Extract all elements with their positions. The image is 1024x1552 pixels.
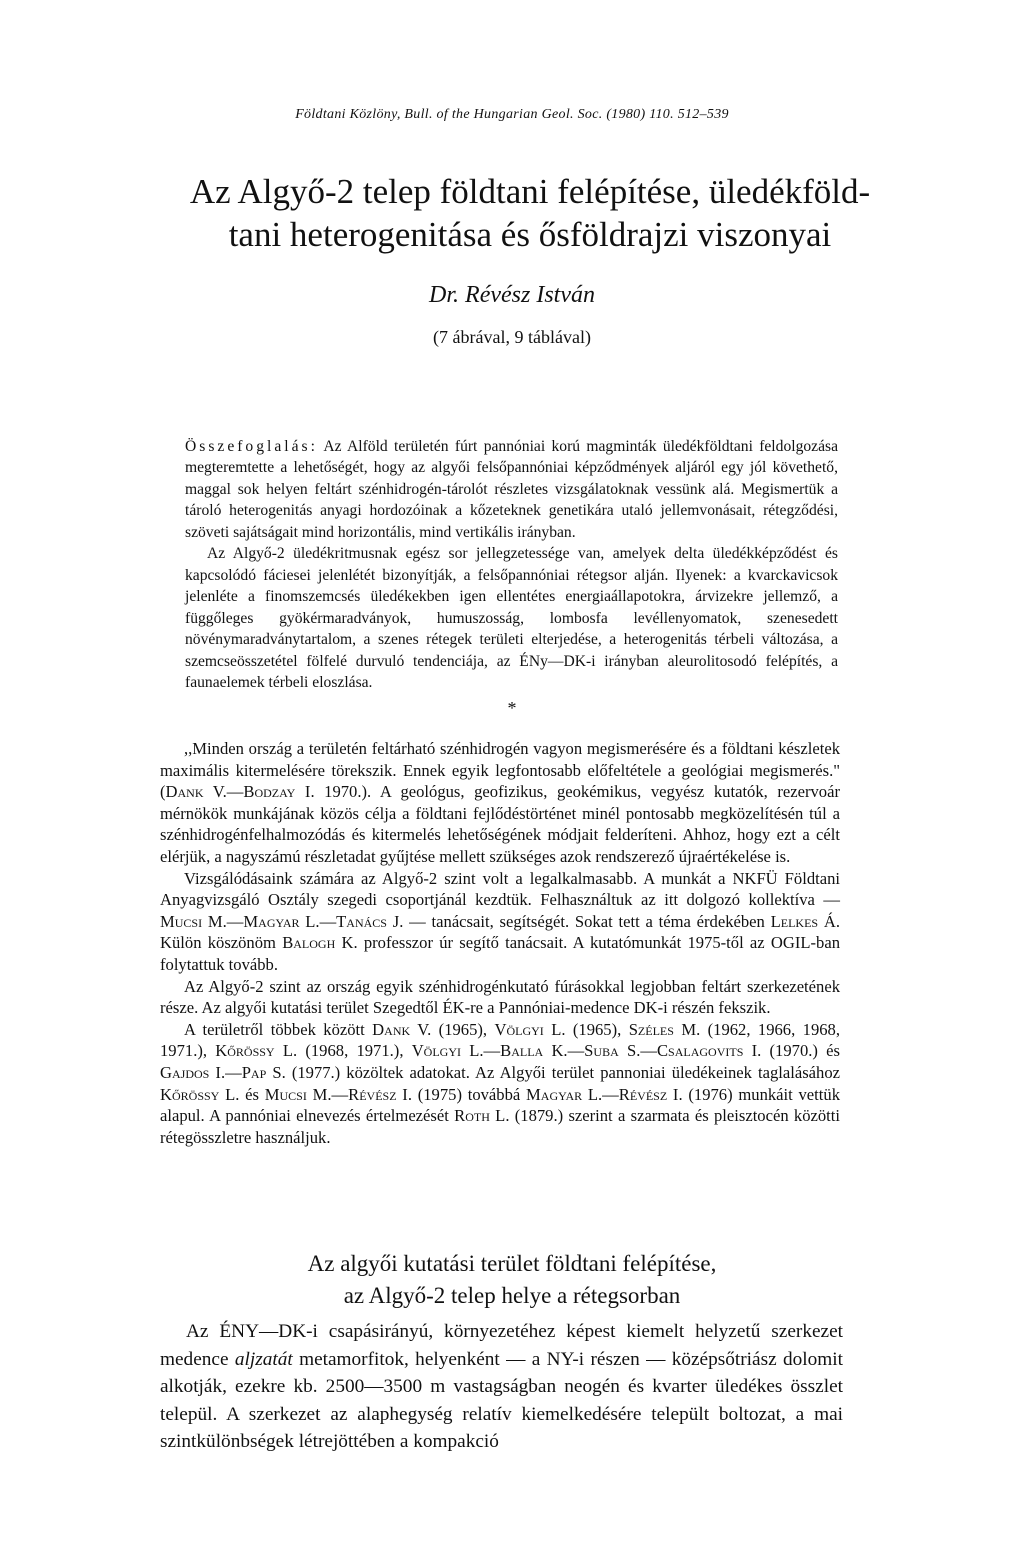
section-heading-line-2: az Algyő-2 telep helye a rétegsorban	[343, 1283, 681, 1308]
section-separator: *	[507, 698, 517, 718]
body-paragraph-4: A területről többek között Dank V. (1965), Völgyi L. (1965), Széles M. (1962, 1966, 1968, 1971.), Kőrössy L. (1968, 1971.), Völgyi L.—Balla K.—Suba S.—Csalagovits I. (1970.) és Gajdos I.—Pap S. (1977.) közöltek adatokat. Az Algyői terület pannoniai üledékeinek taglalásához Kőrössy L. és Mucsi M.—Révész I. (1975) továbbá Magyar L.—Révész I. (1976) munkáit vettük alapul. A pannóniai elnevezés értelmezését Roth L. (1879.) szerint a szarmata és pleisztocén közötti rétegösszletre használjuk.	[160, 1019, 841, 1147]
section-paragraph-1: Az ÉNY—DK-i csapásirányú, környezetéhez képest kiemelt helyzetű szerkezet medence aljzatát metamorfitok, helyenként — a NY-i részen — középsőtriász dolomit alkotják, ezekre kb. 2500—3500 m vastagságban neogén és kvarter üledékes összlet települ. A szerkezet az alaphegység relatív kiemelkedésére települt boltozat, a mai szintkülönbségek létrejöttében a kompakció	[160, 1321, 843, 1453]
abstract-text-1: Az Alföld területén fúrt pannóniai korú magminták üledékföldtani feldolgozása megteremtette a lehetőségét, hogy az algyői felsőpannóniai képződmények aljáról egy jól követhető, maggal sok helyen feltárt szénhidrogén-tárolót részletes vizsgálatoknak vessünk alá. Megismertük a tároló heterogenitás anyagi hordozóinak a kőzeteknek genetikára utaló jellemvonásait, rétegződési, szöveti sajátságait mind horizontális, mind vertikális irányban.	[185, 438, 838, 541]
abstract-paragraph-1	[185, 436, 838, 543]
title-line-2: tani heterogenitása és ősföldrajzi viszonyai	[228, 215, 832, 254]
abstract-label: Összefoglalás:	[185, 438, 318, 455]
abstract-paragraph-2: Az Algyő-2 üledékritmusnak egész sor jellegzetessége van, amelyek delta üledékképződést és kapcsolódó fáciesei jelenlétét bizonyítják, a felsőpannóniai rétegsor alján. Ilyenek: a kvarckavicsok jelenléte a finomszemcsés üledékekben igen ellentétes energiaállapotokra, árvizekre jellemző, a függőleges gyökérmaradványok, humuszosság, lombosfa levéllenyomatok, szenesedett növénymaradványtartalom, a szenes rétegek területi elterjedése, a heterogenitás térbeli változása, a szemcseösszetétel fölfelé durvuló tendenciája, az ÉNy—DK-i irányban aleurolitosodó felépítés, a faunaelemek térbeli eloszlása.	[185, 545, 838, 691]
body-paragraph-1: ,,Minden ország a területén feltárható szénhidrogén vagyon megismerésére és a földtani készletek maximális kitermelésére törekszik. Ennek egyik legfontosabb előfeltétele a geológiai megismerés." (Dank V.—Bodzay I. 1970.). A geológus, geofizikus, geokémikus, vegyész kutatók, rezervoár mérnökök munkájának közös célja a földtani fejlődéstörténet minél pontosabb megközelítésén túl a szénhidrogénfelhalmozódás és kitermelés lehetőségének módjait felderíteni. Ahhoz, hogy ezt a célt elérjük, a nagyszámú részletadat gyűjtése mellett szükséges azok rendszerező újraértékelése is.	[160, 739, 840, 866]
title-line-1: Az Algyő-2 telep földtani felépítése, üledékföld-	[189, 172, 871, 211]
section-heading-line-1: Az algyői kutatási terület földtani felépítése,	[307, 1251, 717, 1276]
article-title	[130, 170, 930, 256]
running-header: Földtani Közlöny, Bull. of the Hungarian Geol. Soc. (1980) 110. 512–539	[295, 107, 729, 122]
body-paragraph-2: Vizsgálódásaink számára az Algyő-2 szint volt a legalkalmasabb. A munkát a NKFÜ Földtani Anyagvizsgáló Osztály szegedi csoportjánál kezdtük. Felhasználtuk az itt dolgozó kollektíva — Mucsi M.—Magyar L.—Tanács J. — tanácsait, segítségét. Sokat tett a téma érdekében Lelkes Á. Külön köszönöm Balogh K. professzor úr segítő tanácsait. A kutatómunkát 1975-től az OGIL-ban folytattuk tovább.	[160, 868, 840, 974]
abstract	[185, 436, 838, 693]
author-name: Dr. Révész István	[429, 282, 595, 308]
emphasis-aljzatat: aljzatát	[234, 1348, 293, 1370]
introduction-body	[160, 738, 840, 1148]
section-heading	[0, 1248, 1024, 1312]
figures-note: (7 ábrával, 9 táblával)	[433, 327, 591, 347]
section-body	[160, 1318, 843, 1456]
body-paragraph-3: Az Algyő-2 szint az ország egyik szénhidrogénkutató fúrásokkal legjobban feltárt szerkezetének része. Az algyői kutatási terület Szegedtől ÉK-re a Pannóniai-medence DK-i részén fekszik.	[160, 976, 840, 1018]
